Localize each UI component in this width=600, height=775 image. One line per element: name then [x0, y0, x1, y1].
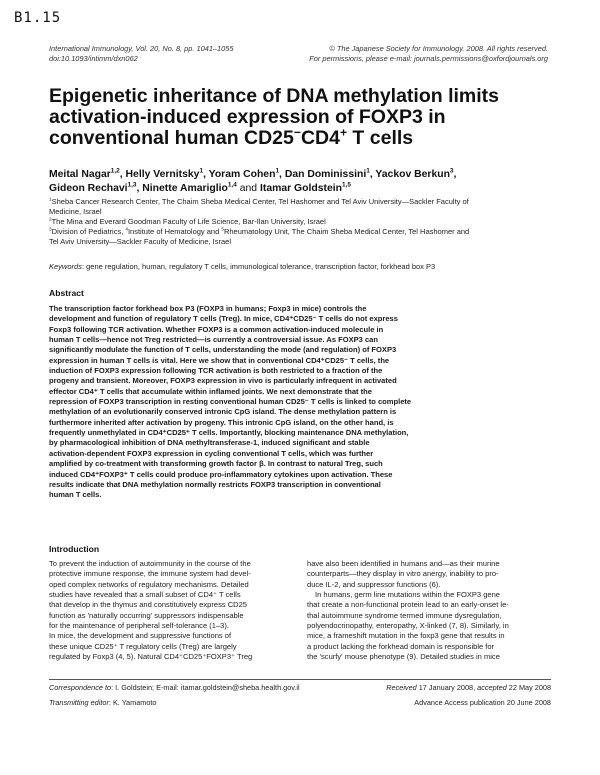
affiliation-1-cont: Medicine, Israel: [49, 207, 102, 216]
abstract-line: development and function of regulatory T cells (Treg). In mice, CD4⁺CD25⁻ T cells do not express: [49, 314, 398, 324]
abstract-line: Foxp3 following TCR activation. Whether FOXP3 is a common activation-induced molecule in: [49, 324, 384, 334]
journal-line: International Immunology, Vol. 20, No. 8, pp. 1041–1055: [49, 44, 234, 53]
abstract-line: amplified by co-treatment with transforming growth factor β. In contrast to natural Treg, such: [49, 459, 383, 469]
title-line-1: Epigenetic inheritance of DNA methylation limits: [49, 85, 500, 107]
abstract-line: significantly modulate the function of T cells, understanding the mode (and regulation) of FOXP3: [49, 345, 397, 355]
received-accepted: Received 17 January 2008, accepted 22 May 2008: [386, 683, 551, 692]
abstract-line: results indicate that DNA methylation normally restricts FOXP3 transcription in conventional: [49, 479, 381, 489]
title-line-3: conventional human CD25−CD4+ T cells: [49, 125, 414, 149]
author: Ninette Amariglio$^{1,4}$: [142, 181, 237, 194]
abstract-line: frequently unmethylated in CD4⁺CD25⁺ T cells. Importantly, blocking maintenance DNA methylation,: [49, 428, 409, 438]
intro-line: regulated by Foxp3 (4, 5). Natural CD4⁺CD25⁺FOXP3⁺ Treg: [49, 652, 253, 662]
abstract-line: furthermore inherited after activation by progeny. This intronic CpG island, on the other hand, is: [49, 417, 394, 427]
page-identifier: B1.15: [14, 10, 62, 26]
abstract-line: methylation of an evolutionarily conserved intronic CpG island. The dense methylation pattern is: [49, 407, 397, 417]
footnote-divider: [49, 679, 551, 680]
abstract-line: by pharmacological inhibition of DNA methyltransferase-1, induced significant and stable: [49, 438, 370, 448]
author: Dan Dominissini$^1$: [284, 167, 370, 180]
correspondence: Correspondence to: I. Goldstein; E-mail: itamar.goldstein@sheba.health.gov.il: [49, 683, 300, 692]
affiliation-2: $^2$The Mina and Everard Goodman Faculty of Life Science, Bar-Ilan University, Israel: [49, 216, 326, 226]
intro-line: polyendocrinopathy, enteropathy, X-linked (7, 8). Similarly, in: [307, 621, 509, 631]
intro-line: have also been identified in humans and—as their murine: [307, 559, 500, 568]
abstract-line: induction of FOXP3 expression following TCR activation is both restricted to a fraction of the: [49, 366, 383, 376]
advance-access: Advance Access publication 20 June 2008: [414, 698, 551, 707]
keywords: [49, 262, 551, 272]
abstract-line: human T cells—hence not Treg restricted—is currently a controversial issue. As FOXP3 can: [49, 335, 378, 345]
keywords-text: : gene regulation, human, regulatory T cells, immunological tolerance, transcription factor, forkhead box P3: [81, 262, 436, 271]
intro-line: function as 'naturally occurring' suppressors indispensable: [49, 610, 244, 620]
author: Helly Vernitsky$^1$: [125, 167, 204, 180]
intro-line: counterparts—they display in vitro anergy, inability to pro-: [307, 569, 499, 579]
paper-title: [49, 86, 549, 149]
keywords-label: Keywords: [49, 262, 82, 271]
abstract-heading: Abstract: [49, 288, 84, 298]
intro-line: In mice, the development and suppressive functions of: [49, 631, 232, 641]
author: Meital Nagar$^{1,2}$: [49, 167, 120, 180]
abstract-line: progeny and transient. Moreover, FOXP3 expression in vivo is particularly infrequent in activated: [49, 376, 397, 386]
intro-line: that create a non-functional protein lead to an early-onset le-: [307, 600, 509, 610]
abstract-line: induced CD4⁺FOXP3⁺ T cells could produce pro-inflammatory cytokines upon activation. These: [49, 469, 393, 479]
affiliations: [49, 197, 551, 247]
intro-line: the 'scurfy' mouse phenotype (9). Detailed studies in mice: [307, 652, 500, 662]
author: Itamar Goldstein$^{1,5}$: [259, 181, 351, 194]
intro-line: protective immune response, the immune system had devel-: [49, 569, 251, 579]
author-list: Meital Nagar$^{1,2}$, Helly Vernitsky$^1$, Yoram Cohen$^1$, Dan Dominissini$^1$, Yackov Berkun$^3$, Gideon Rechavi$^{1,3}$, Ninette Amariglio$^{1,4}$ and Itamar Goldstein$^{1,5}$: [49, 167, 457, 194]
author-conjunction: and: [239, 183, 258, 194]
intro-line: studies have revealed that a small subset of CD4⁺ T cells: [49, 590, 241, 600]
affiliation-3-5: $^3$Division of Pediatrics, $^4$Institute of Hematology and $^5$Rheumatology Unit, The Chaim Sheba Medical Center, Tel Hashomer and: [49, 226, 470, 236]
intro-line: that develop in the thymus and constitutively express CD25: [49, 600, 248, 610]
doi[interactable]: doi:10.1093/intimm/dxn062: [49, 54, 138, 63]
author: Yoram Cohen$^1$: [208, 167, 280, 180]
abstract-line: The transcription factor forkhead box P3 (FOXP3 in humans; Foxp3 in mice) controls the: [49, 304, 367, 313]
intro-line: In humans, germ line mutations within the FOXP3 gene: [315, 590, 500, 600]
abstract-line: human T cells.: [49, 490, 102, 500]
affiliation-5-cont: Tel Aviv University—Sackler Faculty of Medicine, Israel: [49, 237, 232, 246]
copyright-line: © The Japanese Society for Immunology. 2008. All rights reserved.: [329, 44, 548, 53]
abstract-body: [49, 304, 481, 501]
intro-line: thal autoimmune syndrome termed immune dysregulation,: [307, 610, 502, 620]
abstract-line: effector CD4⁺ T cells that accumulate within inflamed joints. We next demonstrate that the: [49, 386, 372, 396]
intro-line: oped complex networks of regulatory mechanisms. Detailed: [49, 579, 249, 589]
introduction-heading: Introduction: [49, 544, 100, 554]
author: Gideon Rechavi$^{1,3}$: [49, 181, 137, 194]
intro-line: for the maintenance of peripheral self-tolerance (1–3).: [49, 621, 229, 631]
abstract-line: expression in human T cells is vital. Here we show that in conventional CD4⁺CD25⁻ T cells, the: [49, 355, 390, 365]
correspondence-contact[interactable]: : I. Goldstein; E-mail: itamar.goldstein@sheba.health.gov.il: [111, 683, 300, 692]
intro-line: duce IL-2, and suppressor functions (6).: [307, 579, 441, 589]
intro-line: To prevent the induction of autoimmunity in the course of the: [49, 559, 251, 568]
introduction-column-right: [307, 559, 550, 662]
author: Yackov Berkun$^3$: [375, 167, 454, 180]
title-line-2: activation-induced expression of FOXP3 in: [49, 106, 446, 128]
journal-citation: [49, 44, 233, 64]
abstract-line: repression of FOXP3 transcription in resting conventional human CD25⁻ T cells is linked to complete: [49, 397, 412, 407]
abstract-line: activation-dependent FOXP3 expression in cycling conventional T cells, which was further: [49, 448, 374, 458]
intro-line: a product lacking the forkhead domain is responsible for: [307, 641, 495, 651]
permissions-line: For permissions, please e-mail: journals.permissions@oxfordjournals.org: [309, 54, 548, 63]
intro-line: these unique CD25⁺ T regulatory cells (Treg) are largely: [49, 641, 237, 651]
introduction-column-left: [49, 559, 297, 662]
transmitting-editor: Transmitting editor: K. Yamamoto: [49, 698, 157, 707]
intro-line: mice, a frameshift mutation in the foxp3 gene that results in: [307, 631, 505, 641]
affiliation-1: $^1$Sheba Cancer Research Center, The Chaim Sheba Medical Center, Tel Hashomer and Tel Aviv University—Sackler Faculty of: [49, 196, 469, 206]
copyright-block: [309, 44, 548, 64]
